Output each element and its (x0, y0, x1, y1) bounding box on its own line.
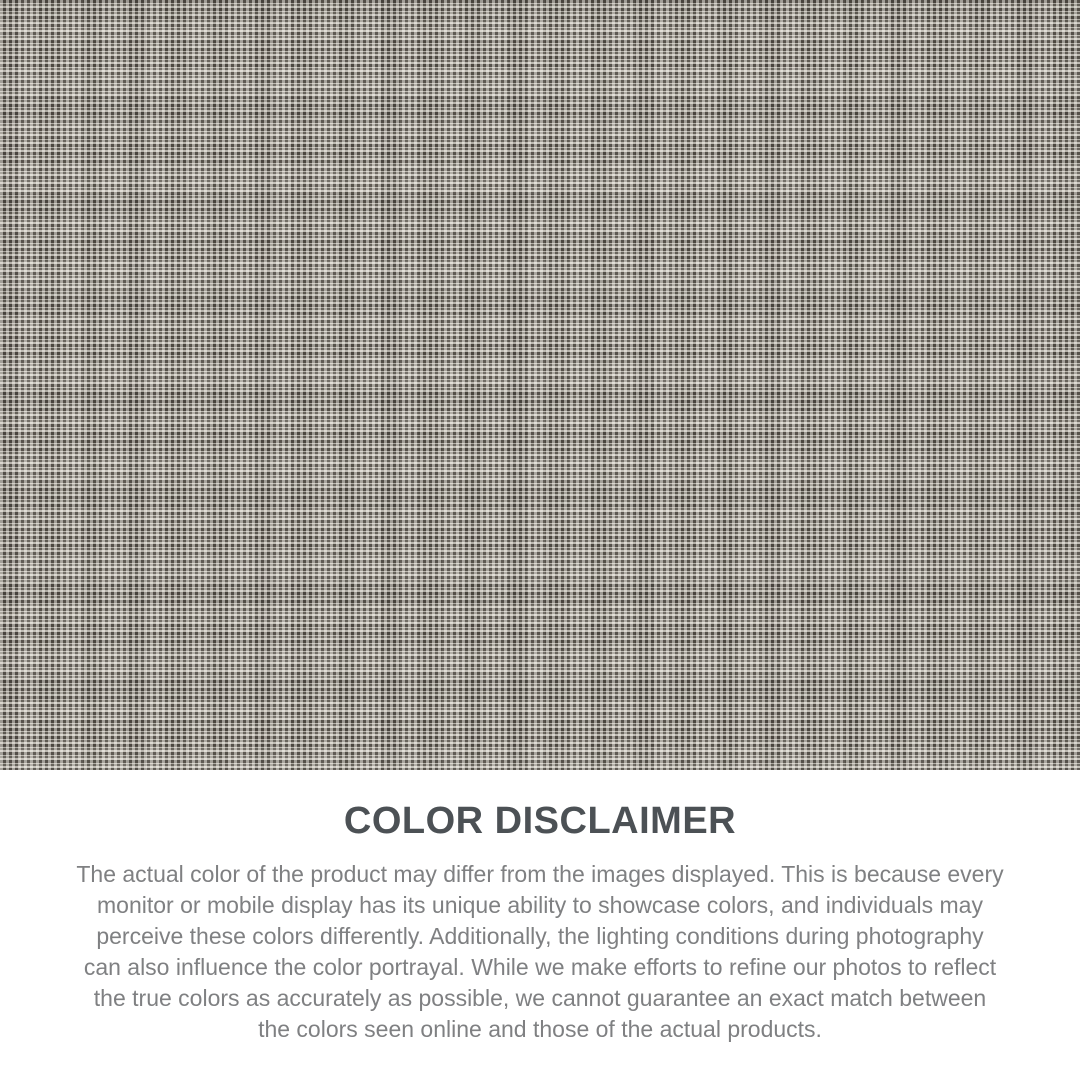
disclaimer-line-4: can also influence the color portrayal. While we make efforts to refine our photos to reflect (83, 954, 997, 980)
color-disclaimer-section (0, 770, 1080, 1045)
disclaimer-line-3: perceive these colors differently. Additionally, the lighting conditions during photography (96, 923, 984, 949)
page-title: COLOR DISCLAIMER (343, 800, 737, 842)
disclaimer-text (0, 859, 1080, 1045)
disclaimer-line-5: the true colors as accurately as possible, we cannot guarantee an exact match between (93, 985, 987, 1011)
disclaimer-line-1: The actual color of the product may differ from the images displayed. This is because every (76, 861, 1004, 887)
disclaimer-line-6: the colors seen online and those of the actual products. (258, 1016, 822, 1042)
disclaimer-line-2: monitor or mobile display has its unique ability to showcase colors, and individuals may (97, 892, 983, 918)
